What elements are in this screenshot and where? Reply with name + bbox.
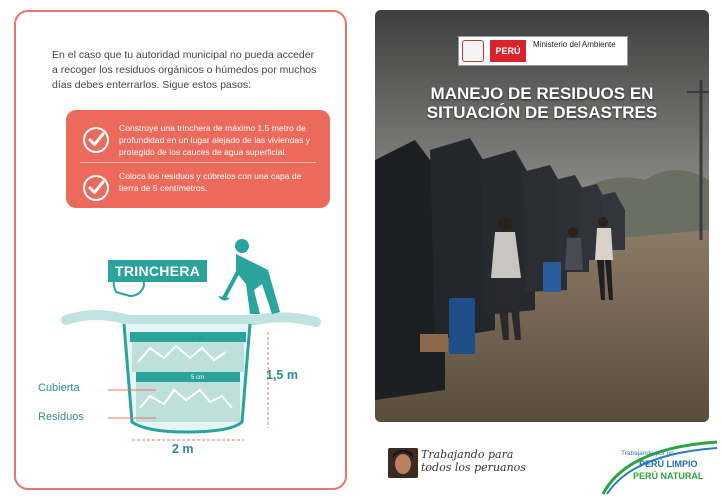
step-text: Coloca los residuos y cúbrelos con una capa de tierra de 5 centímetros. — [119, 171, 302, 193]
intro-text: En el caso que tu autoridad municipal no pueda acceder a recoger los residuos orgánicos o húmedos por muchos días debes enterrarlos. Sigue estos pasos: — [52, 49, 317, 91]
step-divider — [80, 162, 316, 163]
waste-label: Residuos — [38, 411, 84, 423]
step-item — [66, 170, 330, 214]
booklet-cover — [375, 10, 709, 422]
instructions-card — [14, 10, 347, 490]
brand-line-2: PERÚ NATURAL — [633, 471, 704, 481]
layer-thickness-label: 5 cm — [191, 336, 205, 342]
country-badge: PERÚ — [490, 40, 526, 62]
check-circle-icon — [82, 126, 110, 154]
width-label: 2 m — [172, 442, 194, 456]
step-text: Construye una trinchera de máximo 1.5 metro de profundidad en un lugar alejado de las viviendas y protegido de los cauces de agua superficial. — [119, 123, 311, 157]
brand-logo — [597, 438, 717, 496]
trench-title: TRINCHERA — [108, 260, 207, 282]
step-item — [66, 122, 330, 166]
cover-label: Cubierta — [38, 382, 80, 394]
check-circle-icon — [82, 174, 110, 202]
government-logo — [458, 36, 628, 66]
steps-box — [66, 110, 330, 208]
brand-tagline: Trabajando por un — [621, 450, 674, 457]
government-slogan: Trabajando para todos los peruanos — [421, 448, 526, 474]
portrait-photo — [388, 448, 418, 478]
layer-thickness-label: 5 cm — [191, 375, 205, 381]
ministry-name: Ministerio del Ambiente — [533, 40, 616, 49]
face-icon — [388, 448, 418, 478]
brand-line-1: PERÚ LIMPIO — [639, 459, 698, 469]
shelter-camp-photo — [375, 10, 709, 422]
coat-of-arms-icon — [462, 40, 484, 62]
cover-title: MANEJO DE RESIDUOS EN SITUACIÓN DE DESASTRES — [426, 84, 658, 122]
depth-label: 1,5 m — [266, 368, 298, 382]
